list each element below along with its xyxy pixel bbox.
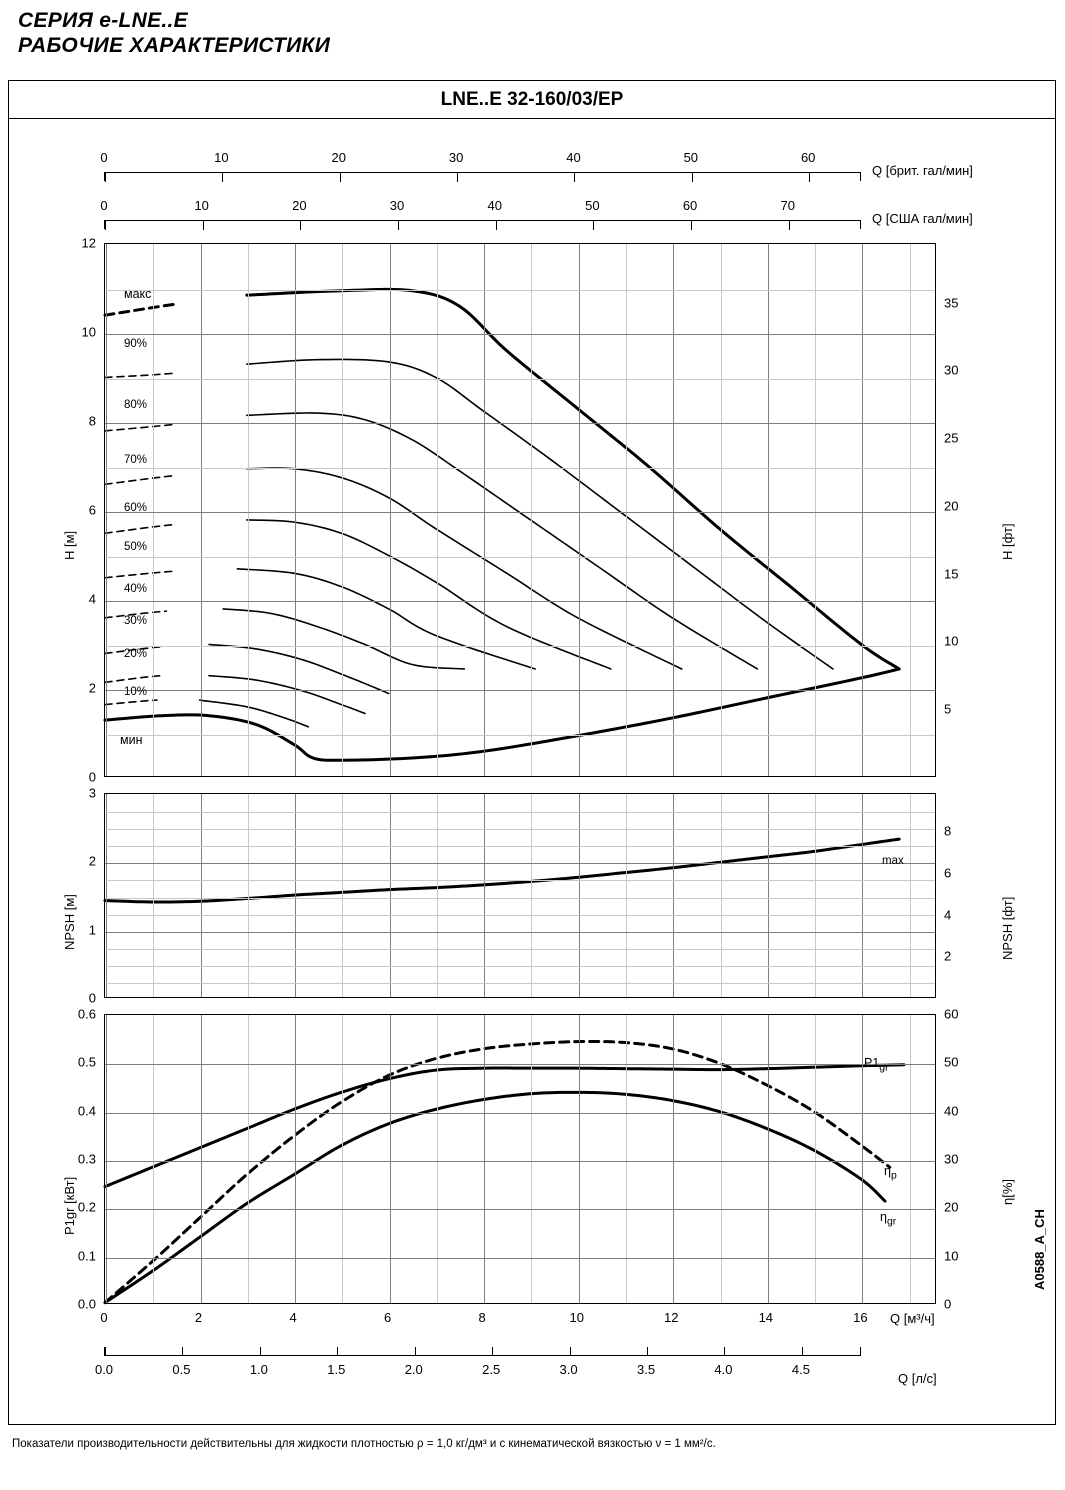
npsh-left-tick: 2 <box>88 853 96 869</box>
axis-tick <box>340 173 341 182</box>
q-m3h-tick: 4 <box>289 1310 297 1325</box>
grid-line-horizontal <box>105 1161 935 1162</box>
head-right-tick: 35 <box>944 295 959 311</box>
grid-line-horizontal <box>105 1258 935 1259</box>
axis-tick <box>337 1347 338 1356</box>
q-ls-tick: 0.5 <box>172 1362 191 1377</box>
head-curve-label: мин <box>120 733 143 747</box>
grid-line-vertical <box>626 1015 627 1303</box>
q-ls-tick: 3.5 <box>636 1362 656 1377</box>
grid-line-vertical <box>673 794 674 997</box>
npsh-curve-label: max <box>882 855 904 867</box>
efficiency-right-axis-label: η[%] <box>1000 1178 1015 1205</box>
efficiency-right-tick: 20 <box>944 1199 959 1215</box>
grid-line-vertical <box>531 244 532 776</box>
grid-line-horizontal <box>105 932 935 933</box>
axis-tick <box>457 173 458 182</box>
grid-line-horizontal <box>105 880 935 881</box>
grid-line-vertical <box>815 244 816 776</box>
q-ls-tick: 4.5 <box>791 1362 810 1377</box>
npsh-plot <box>104 793 936 998</box>
power-left-axis-label: P1gr [кВт] <box>62 1176 77 1235</box>
axis-tick <box>492 1347 493 1356</box>
axis-tick <box>809 173 810 182</box>
grid-line-vertical <box>437 794 438 997</box>
q-m3h-tick: 2 <box>194 1310 203 1325</box>
grid-line-vertical <box>768 1015 769 1303</box>
page-title <box>18 8 330 58</box>
power-left-tick: 0.1 <box>77 1248 96 1264</box>
grid-line-vertical <box>390 1015 391 1303</box>
efficiency-right-tick: 10 <box>944 1248 959 1264</box>
grid-line-horizontal <box>105 423 935 424</box>
grid-line-vertical <box>579 244 580 776</box>
head-left-tick: 8 <box>88 413 96 429</box>
axis-tick <box>300 221 301 230</box>
head-left-tick: 10 <box>81 324 96 340</box>
model-title: LNE..E 32-160/03/EP <box>9 81 1055 119</box>
axis-tick <box>692 173 693 182</box>
grid-line-vertical <box>484 1015 485 1303</box>
grid-line-horizontal <box>105 898 935 899</box>
head-left-tick: 2 <box>88 680 96 696</box>
grid-line-vertical <box>390 244 391 776</box>
q-ls-axis-bar <box>104 1347 861 1356</box>
grid-line-vertical <box>862 794 863 997</box>
grid-line-vertical <box>910 1015 911 1303</box>
grid-line-vertical <box>153 244 154 776</box>
power-curve-label: $\eta_p$ <box>884 1164 897 1182</box>
axis-tick <box>203 221 204 230</box>
q-us-tick: 30 <box>389 198 405 213</box>
axis-tick <box>574 173 575 182</box>
efficiency-right-tick: 0 <box>944 1296 952 1312</box>
grid-line-vertical <box>579 794 580 997</box>
head-curve-label: 50% <box>124 541 148 553</box>
power-left-tick: 0.5 <box>77 1054 96 1070</box>
head-right-tick: 25 <box>944 430 959 446</box>
q-us-tick: 10 <box>194 198 209 213</box>
q-m3h-tick: 10 <box>569 1310 584 1325</box>
q-imperial-axis-caption: Q [брит. гал/мин] <box>872 163 973 178</box>
q-m3h-tick: 6 <box>384 1310 392 1325</box>
grid-line-horizontal <box>105 812 935 813</box>
grid-line-vertical <box>673 244 674 776</box>
axis-tick <box>222 173 223 182</box>
power-efficiency-plot <box>104 1014 936 1304</box>
grid-line-horizontal <box>105 949 935 950</box>
grid-line-vertical <box>106 244 107 776</box>
grid-line-vertical <box>201 244 202 776</box>
q-us-tick: 70 <box>780 198 795 213</box>
power-left-tick: 0.4 <box>77 1103 96 1119</box>
q-us-tick: 40 <box>487 198 502 213</box>
grid-line-horizontal <box>105 735 935 736</box>
q-m3h-tick: 16 <box>853 1310 868 1325</box>
head-left-axis-label: H [м] <box>62 530 77 560</box>
grid-line-horizontal <box>105 915 935 916</box>
grid-line-horizontal <box>105 1064 935 1065</box>
grid-line-vertical <box>201 1015 202 1303</box>
grid-line-vertical <box>484 794 485 997</box>
grid-line-vertical <box>437 244 438 776</box>
head-right-axis-label: H [фт] <box>1000 523 1015 560</box>
head-curve-label: 60% <box>124 502 148 514</box>
grid-line-vertical <box>248 244 249 776</box>
q-imperial-tick: 0 <box>100 150 108 165</box>
power-left-tick: 0.0 <box>77 1296 96 1312</box>
axis-tick <box>789 221 790 230</box>
grid-line-horizontal <box>105 1113 935 1114</box>
grid-line-vertical <box>295 1015 296 1303</box>
axis-tick <box>260 1347 261 1356</box>
q-ls-tick: 2.5 <box>482 1362 501 1377</box>
npsh-right-tick: 8 <box>944 823 952 839</box>
grid-line-vertical <box>342 794 343 997</box>
q-imperial-tick: 60 <box>800 150 816 165</box>
head-curve-label: 30% <box>124 615 148 627</box>
grid-line-vertical <box>862 1015 863 1303</box>
q-us-tick: 0 <box>100 198 108 213</box>
grid-line-horizontal <box>105 557 935 558</box>
head-right-tick: 10 <box>944 633 959 649</box>
axis-tick <box>105 221 106 230</box>
npsh-right-axis-label: NPSH [фт] <box>1000 896 1015 960</box>
power-left-tick: 0.2 <box>77 1199 96 1215</box>
grid-line-horizontal <box>105 334 935 335</box>
npsh-left-tick: 0 <box>88 990 96 1006</box>
grid-line-vertical <box>815 1015 816 1303</box>
grid-line-vertical <box>768 244 769 776</box>
q-ls-tick: 1.0 <box>249 1362 268 1377</box>
head-left-tick: 12 <box>81 235 96 251</box>
efficiency-right-tick: 40 <box>944 1103 959 1119</box>
npsh-right-tick: 4 <box>944 907 952 923</box>
q-ls-tick: 2.0 <box>404 1362 423 1377</box>
axis-tick <box>647 1347 648 1356</box>
grid-line-vertical <box>531 1015 532 1303</box>
axis-tick <box>691 221 692 230</box>
head-curve-label: 80% <box>124 399 148 411</box>
axis-tick <box>105 173 106 182</box>
grid-line-horizontal <box>105 966 935 967</box>
grid-line-vertical <box>531 794 532 997</box>
grid-line-horizontal <box>105 468 935 469</box>
power-curve-label: $\eta_{gr}$ <box>880 1210 897 1228</box>
q-ls-tick: 4.0 <box>714 1362 733 1377</box>
q-ls-tick: 3.0 <box>559 1362 578 1377</box>
grid-line-horizontal <box>105 690 935 691</box>
grid-line-vertical <box>721 244 722 776</box>
npsh-right-tick: 2 <box>944 948 952 964</box>
q-imperial-tick: 50 <box>683 150 699 165</box>
axis-tick <box>105 1347 106 1356</box>
power-curve-label: $P1_{gr}$ <box>864 1056 889 1074</box>
axis-tick <box>724 1347 725 1356</box>
grid-line-vertical <box>342 244 343 776</box>
head-curve-label: 40% <box>124 583 148 595</box>
head-curve-label: 90% <box>124 338 148 350</box>
efficiency-right-tick: 30 <box>944 1151 959 1167</box>
grid-line-vertical <box>673 1015 674 1303</box>
grid-line-vertical <box>862 244 863 776</box>
efficiency-right-tick: 50 <box>944 1054 959 1070</box>
grid-line-vertical <box>153 794 154 997</box>
grid-line-vertical <box>484 244 485 776</box>
head-curve-label: макс <box>124 287 152 301</box>
q-us-tick: 20 <box>292 198 307 213</box>
head-right-tick: 20 <box>944 498 959 514</box>
axis-tick <box>802 1347 803 1356</box>
grid-line-vertical <box>106 1015 107 1303</box>
q-us-tick: 60 <box>682 198 698 213</box>
axis-tick <box>593 221 594 230</box>
title-line-2: РАБОЧИЕ ХАРАКТЕРИСТИКИ <box>18 34 331 57</box>
grid-line-horizontal <box>105 983 935 984</box>
grid-line-vertical <box>390 794 391 997</box>
drawing-code: A0588_A_CH <box>1032 1209 1047 1290</box>
axis-tick <box>496 221 497 230</box>
grid-line-vertical <box>153 1015 154 1303</box>
power-left-tick: 0.3 <box>77 1151 96 1167</box>
npsh-left-tick: 3 <box>88 785 96 801</box>
axis-tick <box>182 1347 183 1356</box>
q-ls-axis-caption: Q [л/с] <box>898 1371 937 1386</box>
grid-line-vertical <box>626 244 627 776</box>
q-m3h-tick: 14 <box>758 1310 774 1325</box>
axis-tick <box>415 1347 416 1356</box>
head-right-tick: 15 <box>944 566 959 582</box>
grid-line-vertical <box>248 1015 249 1303</box>
grid-line-vertical <box>295 794 296 997</box>
grid-line-vertical <box>342 1015 343 1303</box>
q-us-axis-caption: Q [США гал/мин] <box>872 211 973 226</box>
q-imperial-axis-bar <box>104 172 861 181</box>
grid-line-horizontal <box>105 290 935 291</box>
grid-line-horizontal <box>105 646 935 647</box>
grid-line-horizontal <box>105 863 935 864</box>
q-ls-tick: 1.5 <box>327 1362 346 1377</box>
q-imperial-tick: 40 <box>566 150 581 165</box>
q-m3h-axis-caption: Q [м³/ч] <box>890 1311 935 1326</box>
axis-tick <box>570 1347 571 1356</box>
grid-line-vertical <box>579 1015 580 1303</box>
grid-line-horizontal <box>105 1209 935 1210</box>
npsh-left-axis-label: NPSH [м] <box>62 894 77 950</box>
grid-line-horizontal <box>105 601 935 602</box>
q-m3h-tick: 12 <box>664 1310 679 1325</box>
grid-line-vertical <box>437 1015 438 1303</box>
head-curve-label: 10% <box>124 686 148 698</box>
head-left-tick: 4 <box>88 591 96 607</box>
grid-line-vertical <box>910 244 911 776</box>
grid-line-vertical <box>910 794 911 997</box>
grid-line-vertical <box>815 794 816 997</box>
head-curve-label: 70% <box>124 454 148 466</box>
grid-line-vertical <box>106 794 107 997</box>
q-ls-tick: 0.0 <box>94 1362 114 1377</box>
axis-tick <box>398 221 399 230</box>
grid-line-horizontal <box>105 379 935 380</box>
grid-line-horizontal <box>105 829 935 830</box>
grid-line-vertical <box>768 794 769 997</box>
q-imperial-tick: 20 <box>331 150 346 165</box>
power-left-tick: 0.6 <box>77 1006 96 1022</box>
head-curve-label: 20% <box>124 648 148 660</box>
q-us-tick: 50 <box>585 198 600 213</box>
head-flow-plot <box>104 243 936 777</box>
grid-line-vertical <box>295 244 296 776</box>
grid-line-horizontal <box>105 846 935 847</box>
q-m3h-tick: 0 <box>100 1310 108 1325</box>
footnote: Показатели производительности действительны для жидкости плотностью ρ = 1,0 кг/дм³ и с кинематической вязкостью ν = 1 мм²/с. <box>12 1438 716 1450</box>
head-right-tick: 5 <box>944 701 952 717</box>
npsh-left-tick: 1 <box>88 922 96 938</box>
head-right-tick: 30 <box>944 362 959 378</box>
efficiency-right-tick: 60 <box>944 1006 959 1022</box>
grid-line-vertical <box>248 794 249 997</box>
q-us-axis-bar <box>104 220 861 229</box>
title-line-1: СЕРИЯ e-LNE..E <box>18 9 188 32</box>
npsh-right-tick: 6 <box>944 865 952 881</box>
grid-line-vertical <box>721 794 722 997</box>
head-left-tick: 6 <box>88 502 96 518</box>
grid-line-vertical <box>721 1015 722 1303</box>
q-imperial-tick: 10 <box>214 150 229 165</box>
q-m3h-tick: 8 <box>478 1310 486 1325</box>
grid-line-vertical <box>626 794 627 997</box>
q-imperial-tick: 30 <box>448 150 464 165</box>
head-left-tick: 0 <box>88 769 96 785</box>
grid-line-horizontal <box>105 512 935 513</box>
grid-line-vertical <box>201 794 202 997</box>
